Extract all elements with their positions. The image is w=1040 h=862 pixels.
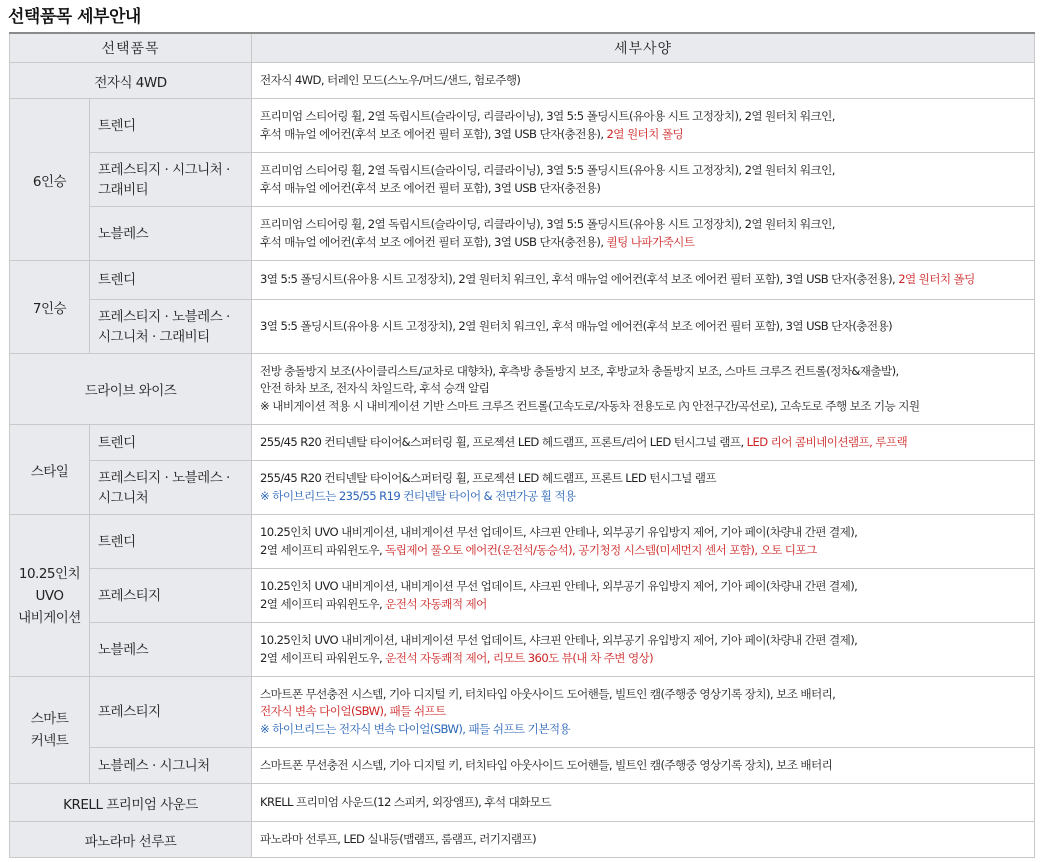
spec-cell	[252, 623, 1035, 677]
table-row	[10, 153, 1035, 207]
spec-cell	[252, 822, 1035, 858]
table-row	[10, 63, 1035, 99]
spec-text: 안전 하차 보조, 전자식 차일드락, 후석 승객 알림	[260, 381, 490, 396]
spec-text: 프리미엄 스티어링 휠, 2열 독립시트(슬라이딩, 리클라이닝), 3열 5:5 폴딩시트(유아용 시트 고정장치), 2열 원터치 워크인,	[260, 217, 835, 231]
spec-text: 2열 세이프티 파워윈도우,	[260, 542, 386, 557]
spec-highlight: 운전석 자동쾌적 제어	[385, 596, 487, 611]
table-row	[10, 569, 1035, 623]
spec-text: 전자식 4WD, 터레인 모드(스노우/머드/샌드, 험로주행)	[260, 72, 521, 87]
table-row	[10, 354, 1035, 425]
category-smart-connect	[10, 677, 90, 784]
spec-highlight: LED 리어 콤비네이션램프, 루프랙	[746, 434, 908, 449]
category-awd: 전자식 4WD	[10, 63, 252, 99]
spec-highlight: 운전석 자동쾌적 제어, 리모트 360도 뷰(내 차 주변 영상)	[385, 650, 654, 665]
spec-cell	[252, 677, 1035, 748]
spec-table	[9, 32, 1035, 858]
spec-highlight: 2열 원터치 폴딩	[898, 272, 975, 287]
category-label: 내비게이션	[18, 609, 81, 626]
spec-cell	[252, 300, 1035, 354]
spec-cell	[252, 207, 1035, 261]
spec-highlight: 전자식 변속 다이얼(SBW), 패들 쉬프트	[260, 704, 446, 719]
spec-cell	[252, 99, 1035, 153]
spec-text: 전방 충돌방지 보조(사이클리스트/교차로 대향차), 후측방 충돌방지 보조, 후방교차 충돌방지 보조, 스마트 크루즈 컨트롤(정차&재출발),	[260, 363, 899, 378]
table-row	[10, 677, 1035, 748]
spec-text: 10.25인치 UVO 내비게이션, 내비게이션 무선 업데이트, 샤크핀 안테나, 외부공기 유입방지 제어, 기아 페이(차량내 간편 결제),	[260, 579, 858, 593]
trim-noblesse-signature: 노블레스 · 시그니처	[90, 748, 252, 784]
spec-text: 2열 세이프티 파워윈도우,	[260, 650, 386, 665]
spec-text: 파노라마 선루프, LED 실내등(맵램프, 룸램프, 러기지램프)	[260, 831, 537, 846]
trim-trendy: 트렌디	[90, 261, 252, 300]
spec-cell	[252, 354, 1035, 425]
spec-cell	[252, 63, 1035, 99]
spec-highlight: 독립제어 풀오토 에어컨(운전석/동승석), 공기청정 시스템(미세먼지 센서 포함), 오토 디포그	[385, 542, 817, 557]
category-label: 커넥트	[30, 733, 69, 749]
trim-label: 시그니처	[98, 489, 149, 506]
trim-prestige-signature-gravity	[90, 153, 252, 207]
spec-note: ※ 하이브리드는 235/55 R19 컨티넨탈 타이어 & 전면가공 휠 적용	[260, 488, 576, 503]
category-navigation	[10, 515, 90, 677]
spec-note: ※ 하이브리드는 전자식 변속 다이얼(SBW), 패들 쉬프트 기본적용	[260, 721, 571, 736]
table-row	[10, 261, 1035, 300]
table-row	[10, 623, 1035, 677]
trim-label: 그래비티	[98, 181, 149, 198]
category-style: 스타일	[10, 425, 90, 515]
trim-trendy: 트렌디	[90, 515, 252, 569]
spec-cell	[252, 153, 1035, 207]
trim-prestige: 프레스티지	[90, 569, 252, 623]
spec-text: 스마트폰 무선충전 시스템, 기아 디지털 키, 터치타입 아웃사이드 도어핸들, 빌트인 캠(주행중 영상기록 장치), 보조 배터리	[260, 757, 833, 772]
trim-label: 프레스티지 · 노블레스 ·	[98, 308, 230, 325]
table-row	[10, 784, 1035, 822]
trim-label: 프레스티지 · 노블레스 ·	[98, 469, 230, 486]
spec-cell	[252, 261, 1035, 300]
spec-cell	[252, 461, 1035, 515]
spec-text: 프리미엄 스티어링 휠, 2열 독립시트(슬라이딩, 리클라이닝), 3열 5:5 폴딩시트(유아용 시트 고정장치), 2열 원터치 워크인,	[260, 163, 835, 177]
spec-cell	[252, 569, 1035, 623]
spec-cell	[252, 748, 1035, 784]
spec-cell	[252, 784, 1035, 822]
table-row	[10, 425, 1035, 461]
category-drive-wise: 드라이브 와이즈	[10, 354, 252, 425]
spec-highlight: 2열 원터치 폴딩	[606, 126, 684, 141]
table-row	[10, 300, 1035, 354]
spec-text: 스마트폰 무선충전 시스템, 기아 디지털 키, 터치타입 아웃사이드 도어핸들, 빌트인 캠(주행중 영상기록 장치), 보조 배터리,	[260, 686, 836, 701]
page-title: 선택품목 세부안내	[8, 7, 141, 27]
trim-prestige: 프레스티지	[90, 677, 252, 748]
spec-text: 10.25인치 UVO 내비게이션, 내비게이션 무선 업데이트, 샤크핀 안테나, 외부공기 유입방지 제어, 기아 페이(차량내 간편 결제),	[260, 633, 858, 647]
table-row	[10, 461, 1035, 515]
trim-noblesse: 노블레스	[90, 623, 252, 677]
spec-cell	[252, 425, 1035, 461]
category-label: UVO	[35, 587, 64, 604]
category-krell: KRELL 프리미엄 사운드	[10, 784, 252, 822]
spec-note: ※ 내비게이션 적용 시 내비게이션 기반 스마트 크루즈 컨트롤(고속도로/자동차 전용도로 內 안전구간/곡선로), 고속도로 주행 보조 기능 지원	[260, 398, 920, 413]
category-label: 10.25인치	[18, 565, 81, 582]
spec-text: 후석 매뉴얼 에어컨(후석 보조 에어컨 필터 포함), 3열 USB 단자(충전용),	[260, 234, 607, 249]
table-row	[10, 99, 1035, 153]
trim-noblesse: 노블레스	[90, 207, 252, 261]
spec-text: 10.25인치 UVO 내비게이션, 내비게이션 무선 업데이트, 샤크핀 안테나, 외부공기 유입방지 제어, 기아 페이(차량내 간편 결제),	[260, 525, 858, 539]
table-row	[10, 748, 1035, 784]
spec-text: 프리미엄 스티어링 휠, 2열 독립시트(슬라이딩, 리클라이닝), 3열 5:5 폴딩시트(유아용 시트 고정장치), 2열 원터치 워크인,	[260, 109, 835, 123]
table-header-row	[10, 33, 1035, 63]
spec-text: 3열 5:5 폴딩시트(유아용 시트 고정장치), 2열 원터치 워크인, 후석 매뉴얼 에어컨(후석 보조 에어컨 필터 포함), 3열 USB 단자(충전용)	[260, 318, 893, 333]
header-option: 선택품목	[10, 33, 252, 63]
trim-trendy: 트렌디	[90, 425, 252, 461]
spec-highlight: 퀼팅 나파가죽시트	[606, 234, 695, 249]
category-six-seat: 6인승	[10, 99, 90, 261]
category-label: 스마트	[30, 711, 69, 727]
table-row	[10, 207, 1035, 261]
table-row	[10, 515, 1035, 569]
spec-text: KRELL 프리미엄 사운드(12 스피커, 외장앰프), 후석 대화모드	[260, 794, 551, 809]
trim-label: 프레스티지 · 시그니처 ·	[98, 161, 230, 178]
spec-cell	[252, 515, 1035, 569]
header-spec: 세부사양	[252, 33, 1035, 63]
category-panorama-sunroof: 파노라마 선루프	[10, 822, 252, 858]
trim-trendy: 트렌디	[90, 99, 252, 153]
spec-text: 후석 매뉴얼 에어컨(후석 보조 에어컨 필터 포함), 3열 USB 단자(충전용)	[260, 180, 601, 195]
spec-text: 2열 세이프티 파워윈도우,	[260, 596, 386, 611]
category-seven-seat: 7인승	[10, 261, 90, 354]
trim-label: 시그니처 · 그래비티	[98, 328, 210, 345]
spec-text: 3열 5:5 폴딩시트(유아용 시트 고정장치), 2열 원터치 워크인, 후석 매뉴얼 에어컨(후석 보조 에어컨 필터 포함), 3열 USB 단자(충전용),	[260, 272, 899, 287]
trim-prestige-noblesse-signature-gravity	[90, 300, 252, 354]
spec-text: 255/45 R20 컨티넨탈 타이어&스퍼터링 휠, 프로젝션 LED 헤드램프, 프론트/리어 LED 턴시그널 램프,	[260, 434, 747, 449]
table-row	[10, 822, 1035, 858]
spec-text: 255/45 R20 컨티넨탈 타이어&스퍼터링 휠, 프로젝션 LED 헤드램프, 프론트 LED 턴시그널 램프	[260, 471, 716, 485]
trim-prestige-noblesse-signature	[90, 461, 252, 515]
spec-text: 후석 매뉴얼 에어컨(후석 보조 에어컨 필터 포함), 3열 USB 단자(충전용),	[260, 126, 607, 141]
